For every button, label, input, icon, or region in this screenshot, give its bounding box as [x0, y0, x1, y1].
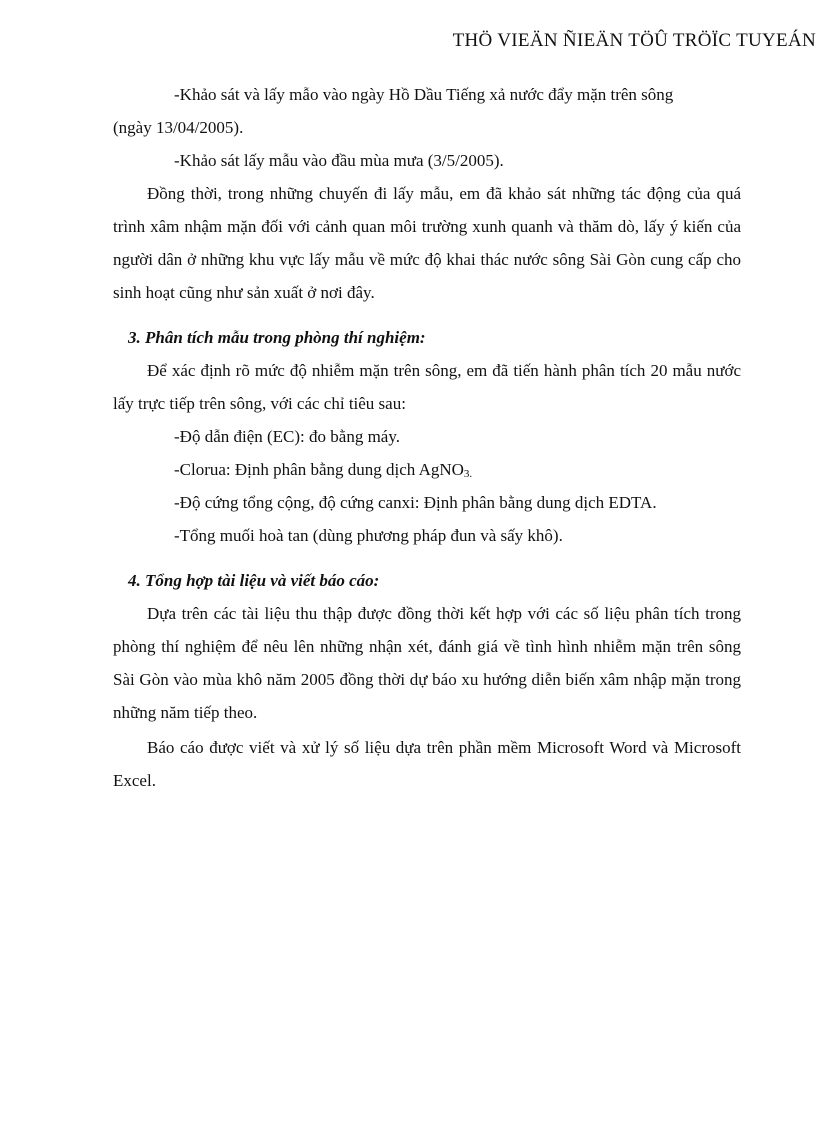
page-header: THÖ VIEÄN ÑIEÄN TÖÛ TRÖÏC TUYEÁN — [452, 30, 816, 51]
section-4-paragraph-1: Dựa trên các tài liệu thu thập được đồng thời kết hợp với các số liệu phân tích trong phòng thí nghiệm để nêu lên những nhận xét, đánh giá về tình hình nhiễm mặn trên sông Sài Gòn vào mùa khô năm 2005 đồng thời dự báo xu hướng diễn biến xâm nhập mặn trong những năm tiếp theo. — [113, 604, 741, 722]
criterion-clorua-text: -Clorua: Định phân bằng dung dịch AgNO — [174, 460, 464, 479]
criterion-hardness: -Độ cứng tổng cộng, độ cứng canxi: Định phân bằng dung dịch EDTA. — [174, 493, 657, 512]
survey-item-2: -Khảo sát lấy mẫu vào đầu mùa mưa (3/5/2005). — [174, 151, 504, 170]
criterion-clorua-subscript: 3. — [463, 468, 473, 480]
survey-paragraph: Đồng thời, trong những chuyến đi lấy mẫu, em đã khảo sát những tác động của quá trình xâm nhậm mặn đối với cảnh quan môi trường xunh quanh và thăm dò, lấy ý kiến của người dân ở những khu vực lấy mẫu về mức độ khai thác nước sông Sài Gòn cung cấp cho sinh hoạt cũng như sản xuất ở nơi đây. — [113, 184, 741, 302]
section-3-intro: Để xác định rõ mức độ nhiễm mặn trên sông, em đã tiến hành phân tích 20 mẫu nước lấy trực tiếp trên sông, với các chỉ tiêu sau: — [113, 361, 741, 413]
criterion-ec: -Độ dẫn điện (EC): đo bằng máy. — [174, 427, 400, 446]
section-4-heading: 4. Tổng hợp tài liệu và viết báo cáo: — [128, 571, 380, 590]
survey-item-1-line-1: -Khảo sát và lấy mẫo vào ngày Hồ Dầu Tiếng xả nước đẩy mặn trên sông — [174, 85, 674, 104]
section-4-paragraph-2: Báo cáo được viết và xử lý số liệu dựa trên phần mềm Microsoft Word và Microsoft Excel. — [113, 738, 741, 790]
document-body — [113, 78, 741, 797]
criterion-dissolved-salt: -Tổng muối hoà tan (dùng phương pháp đun và sấy khô). — [174, 526, 563, 545]
survey-item-1-line-2: (ngày 13/04/2005). — [113, 118, 244, 137]
criterion-clorua — [113, 453, 741, 486]
section-3-heading: 3. Phân tích mẫu trong phòng thí nghiệm: — [128, 328, 426, 347]
